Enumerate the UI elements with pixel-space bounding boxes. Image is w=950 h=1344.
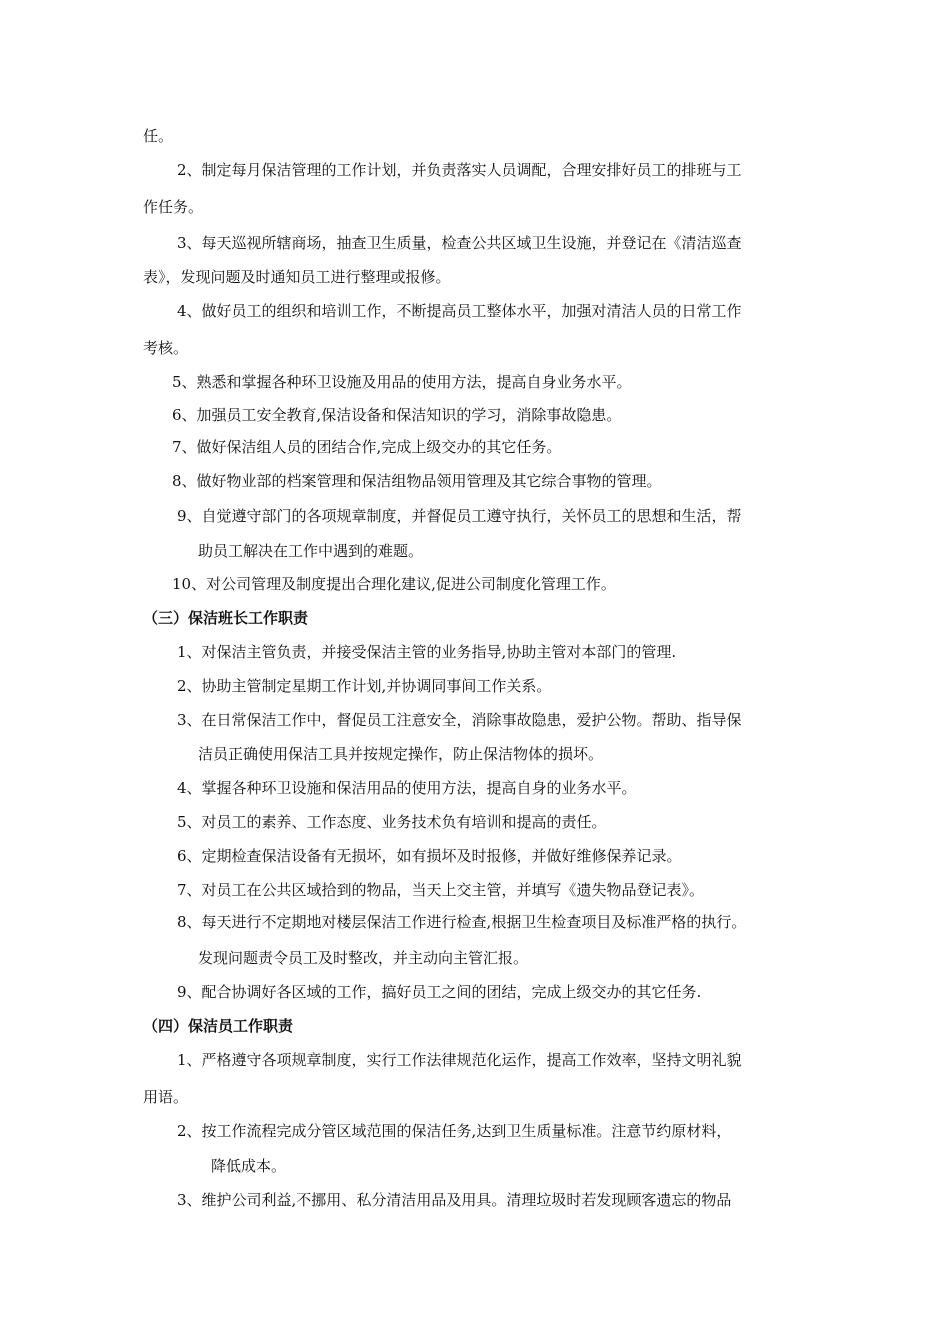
section-heading: （四）保洁员工作职责 (143, 1017, 294, 1035)
section-heading: （三）保洁班长工作职责 (143, 609, 309, 627)
text-line: 9、自觉遵守部门的各项规章制度，并督促员工遵守执行，关怀员工的思想和生活，帮 (177, 507, 742, 525)
text-line: 任。 (143, 127, 174, 145)
text-line: 考核。 (143, 339, 189, 357)
text-line: 助员工解决在工作中遇到的难题。 (198, 542, 424, 560)
text-line: 表》，发现问题及时通知员工进行整理或报修。 (143, 268, 451, 286)
text-line: 1、对保洁主管负责，并接受保洁主管的业务指导,协助主管对本部门的管理. (177, 643, 677, 661)
text-line: 7、做好保洁组人员的团结合作,完成上级交办的其它任务。 (172, 438, 562, 456)
text-line: 5、熟悉和掌握各种环卫设施及用品的使用方法，提高自身业务水平。 (172, 373, 632, 391)
text-line: 7、对员工在公共区域拾到的物品，当天上交主管，并填写《遗失物品登记表》。 (177, 881, 705, 899)
text-line: 洁员正确使用保洁工具并按规定操作，防止保洁物体的损坏。 (198, 745, 604, 763)
text-line: 9、配合协调好各区域的工作，搞好员工之间的团结，完成上级交办的其它任务. (177, 983, 702, 1001)
text-line: 2、按工作流程完成分管区域范围的保洁任务,达到卫生质量标准。注意节约原材料， (177, 1122, 732, 1140)
text-line: 8、每天进行不定期地对楼层保洁工作进行检查,根据卫生检查项目及标准严格的执行。 (177, 913, 747, 931)
text-line: 发现问题责令员工及时整改，并主动向主管汇报。 (198, 949, 529, 967)
text-line: 4、做好员工的组织和培训工作，不断提高员工整体水平，加强对清洁人员的日常工作 (177, 302, 742, 320)
text-line: 6、定期检查保洁设备有无损坏，如有损坏及时报修，并做好维修保养记录。 (177, 847, 682, 865)
text-line: 8、做好物业部的档案管理和保洁组物品领用管理及其它综合事物的管理。 (172, 472, 662, 490)
text-line: 5、对员工的素养、工作态度、业务技术负有培训和提高的责任。 (177, 813, 607, 831)
text-line: 2、制定每月保洁管理的工作计划，并负责落实人员调配，合理安排好员工的排班与工 (177, 161, 742, 179)
text-line: 作任务。 (143, 198, 204, 216)
text-line: 10、对公司管理及制度提出合理化建议,促进公司制度化管理工作。 (172, 575, 616, 593)
text-line: 2、协助主管制定星期工作计划,并协调同事间工作关系。 (177, 677, 552, 695)
text-line: 3、每天巡视所辖商场，抽查卫生质量，检查公共区域卫生设施，并登记在《清洁巡查 (177, 234, 742, 252)
text-line: 1、严格遵守各项规章制度，实行工作法律规范化运作，提高工作效率，坚持文明礼貌 (177, 1051, 742, 1069)
text-line: 4、掌握各种环卫设施和保洁用品的使用方法，提高自身的业务水平。 (177, 779, 637, 797)
text-line: 3、在日常保洁工作中，督促员工注意安全，消除事故隐患，爱护公物。帮助、指导保 (177, 711, 742, 729)
text-line: 降低成本。 (211, 1157, 287, 1175)
text-line: 用语。 (143, 1088, 189, 1106)
text-line: 3、维护公司利益,不挪用、私分清洁用品及用具。清理垃圾时若发现顾客遗忘的物品 (177, 1191, 732, 1209)
text-line: 6、加强员工安全教育,保洁设备和保洁知识的学习，消除事故隐患。 (172, 406, 622, 424)
